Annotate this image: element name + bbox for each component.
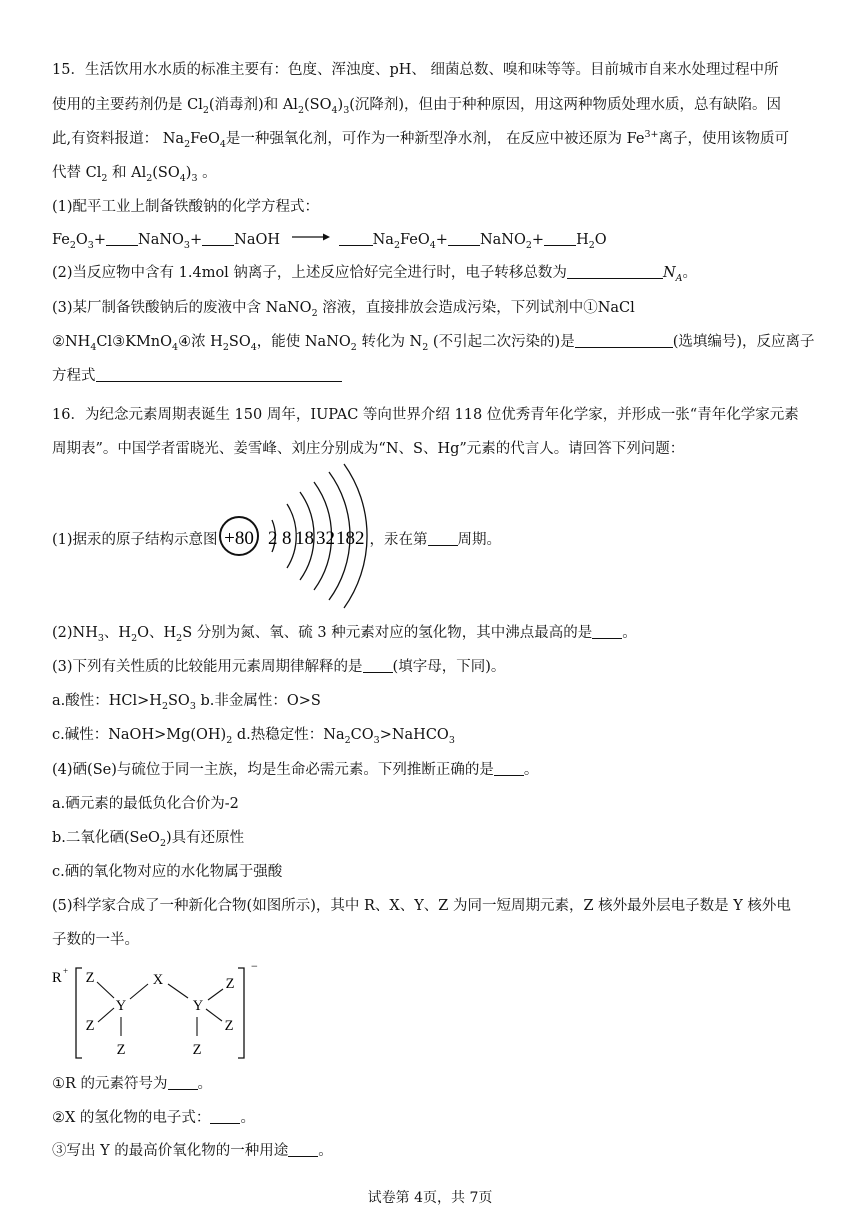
- svg-text:18: 18: [336, 528, 355, 549]
- svg-text:Z: Z: [225, 976, 235, 992]
- svg-text:Y: Y: [192, 998, 204, 1014]
- q16-line1: 16．为纪念元素周期表诞生 150 周年，IUPAC 等向世界介绍 118 位优秀青年化学家，并形成一张“青年化学家元素: [52, 407, 799, 423]
- svg-text:18: 18: [295, 528, 314, 549]
- coef-blank[interactable]: [448, 231, 480, 246]
- q16-part5-sub2: ②X 的氢化物的电子式： 。: [52, 1110, 255, 1126]
- q16-part5-sub1: ①R 的元素符号为 。: [52, 1076, 213, 1092]
- q16-part4-option-b: b.二氧化硒(SeO$_2$)具有还原性: [52, 830, 245, 849]
- q15-part2: (2)当反应物中含有 1.4mol 钠离子，上述反应恰好完全进行时，电子转移总数为 $N_A$。: [52, 265, 697, 284]
- q16-part3-options-ab: a.酸性：$HCl>H_2SO_3$ b.非金属性：O>S: [52, 693, 321, 712]
- svg-text:−: −: [251, 962, 258, 973]
- answer-blank[interactable]: [363, 658, 393, 673]
- q15-part3-line1: (3)某厂制备铁酸钠后的废液中含 NaNO$_2$ 溶液，直接排放会造成污染，下列试剂中①NaCl: [52, 300, 635, 319]
- svg-text:32: 32: [316, 528, 335, 549]
- q15-line4: 代替 $Cl_2$ 和 $Al_2(SO_4)_3$ 。: [52, 165, 217, 184]
- svg-text:2: 2: [268, 528, 278, 549]
- q16-part4-option-a: a.硒元素的最低负化合价为-2: [52, 796, 239, 812]
- q15-line2: 使用的主要药剂仍是 $Cl_2$(消毒剂)和 $Al_2(SO_4)_3$(沉降剂)，但由于种种原因，用这两种物质处理水质，总有缺陷。因: [52, 97, 782, 116]
- answer-blank[interactable]: [592, 624, 622, 639]
- q15-part3-line2: $②NH_4Cl③KMnO_4④$浓 $H_2SO_4$，能使 NaNO$_2$ 转化为 $N_2$ (不引起二次污染的)是 (选填编号)，反应离子: [52, 334, 815, 353]
- shell-electron-counts: [268, 528, 365, 549]
- svg-text:Z: Z: [85, 970, 95, 986]
- q16-part1: (1)据汞的原子结构示意图 ，汞在第 周期。: [52, 532, 502, 548]
- reaction-arrow-icon: [291, 231, 331, 243]
- q16-part4: (4)硒(Se)与硫位于同一主族，均是生命必需元素。下列推断正确的是 。: [52, 762, 539, 778]
- answer-blank[interactable]: [168, 1075, 198, 1090]
- answer-blank[interactable]: [96, 367, 342, 382]
- answer-blank[interactable]: [210, 1109, 240, 1124]
- svg-text:Z: Z: [224, 1018, 234, 1034]
- page-footer: 试卷第 4页，共 7页: [367, 1190, 493, 1206]
- svg-text:R: R: [52, 970, 62, 986]
- svg-text:Y: Y: [115, 998, 127, 1014]
- q15-line3: 此,有资料报道： $Na_2FeO_4$是一种强氧化剂，可作为一种新型净水剂， 在反应中被还原为 $Fe^{3+}$离子，使用该物质可: [52, 129, 789, 150]
- svg-text:+80: +80: [224, 528, 254, 549]
- svg-text:Z: Z: [116, 1042, 126, 1058]
- mercury-atomic-structure-diagram: [52, 458, 432, 618]
- answer-blank[interactable]: [567, 264, 663, 279]
- coef-blank[interactable]: [544, 231, 576, 246]
- q16-part5-sub3: ③写出 Y 的最高价氧化物的一种用途 。: [52, 1143, 333, 1159]
- svg-text:8: 8: [282, 528, 292, 549]
- q16-part5-line2: 子数的一半。: [52, 932, 139, 948]
- answer-blank[interactable]: [288, 1142, 318, 1157]
- q16-part3-options-cd: c.碱性：$NaOH>Mg(OH)_2$ d.热稳定性：$Na_2CO_3>NaHCO_3$: [52, 727, 455, 746]
- svg-text:2: 2: [355, 528, 365, 549]
- coef-blank[interactable]: [202, 231, 234, 246]
- answer-blank[interactable]: [575, 333, 673, 348]
- svg-text:X: X: [152, 972, 164, 988]
- nucleus: [220, 517, 258, 555]
- svg-text:Z: Z: [85, 1018, 95, 1034]
- q16-part5-line1: (5)科学家合成了一种新化合物(如图所示)，其中 R、X、Y、Z 为同一短周期元素，Z 核外最外层电子数是 Y 核外电: [52, 898, 791, 914]
- svg-text:Z: Z: [192, 1042, 202, 1058]
- q15-line1: 15．生活饮用水水质的标准主要有：色度、浑浊度、pH、 细菌总数、嗅和味等等。目前城市自来水处理过程中所: [52, 62, 779, 78]
- coef-blank[interactable]: [106, 231, 138, 246]
- answer-blank[interactable]: [428, 531, 458, 546]
- q16-part2: $(2)NH_3$、$H_2O$、$H_2S$ 分别为氮、氧、硫 3 种元素对应的氢化物，其中沸点最高的是 。: [52, 625, 637, 644]
- answer-blank[interactable]: [494, 761, 524, 776]
- q16-part3: (3)下列有关性质的比较能用元素周期律解释的是 (填字母，下同)。: [52, 659, 506, 675]
- q16-part4-option-c: c.硒的氧化物对应的水化物属于强酸: [52, 864, 283, 880]
- svg-text:+: +: [63, 966, 69, 976]
- coef-blank[interactable]: [339, 231, 373, 246]
- new-compound-structure-diagram: [48, 962, 278, 1062]
- q16-line2: 周期表”。中国学者雷晓光、姜雪峰、刘庄分别成为“N、S、Hg”元素的代言人。请回答下列问题：: [52, 441, 685, 457]
- q15-part1-title: (1)配平工业上制备铁酸钠的化学方程式：: [52, 199, 320, 215]
- q15-equation: $Fe_2O_3+$ NaNO$_3$+ NaOH $Na_2FeO_4+$ NaNO$_2$+ $H_2O$: [52, 232, 607, 251]
- q15-part3-line3: 方程式: [52, 366, 820, 386]
